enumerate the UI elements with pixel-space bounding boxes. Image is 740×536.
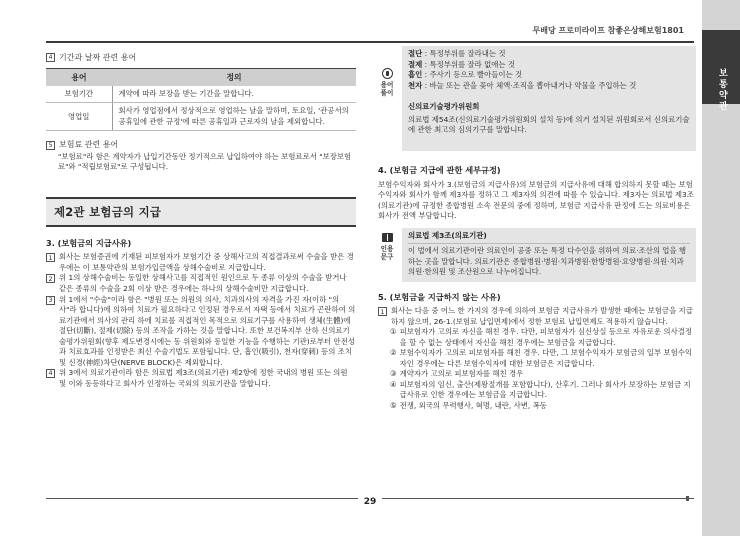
sub-item-mark: ② <box>390 348 397 358</box>
footer-mark <box>686 496 689 501</box>
definition-term: 절제 <box>408 59 423 69</box>
section-number-box: 5 <box>46 141 55 150</box>
item-text: 회사는 보험증권에 기재된 피보험자가 보험기간 중 상해사고의 직접결과로써 수술을 받은 경우에는 이 보통약관의 보험가입금액을 상해수술비로 지급합니다. <box>59 252 354 272</box>
item-text: 위 1에서 "수술"이라 함은 "병원 또는 의원의 의사, 치과의사의 자격을 가진 자(이하 "의사"라 합니다)에 의하여 치료가 필요하다고 인정된 경우로서 자택 등에서 치료가 곤란하여 의료기관에서 의사의 관리 하에 치료를 직접적인 목적으로 의료기구를 사용하여 생체(生體)에 절단(切斷), 절제(切除) 등의 조작을 가하는 것을 말합니다. 또한 보건복지부 산하 신의료기술평가위원회(향후 제도변경시에는 동 위원회와 동일한 기능을 수행하는 기관)로부터 안전성과 치료효과를 인정받은 최신 수술기법도 포함됩니다. 단, 흡인(吸引), 천자(穿刺) 등의 조치 및 신경(神經)차단(NERVE BLOCK)은 제외합니다. <box>59 294 356 367</box>
col-header-def: 정의 <box>112 69 356 86</box>
sub-item-text: 피보험자가 고의로 자신을 해친 경우. 다만, 피보험자가 심신상실 등으로 자유로운 의사결정을 할 수 없는 상태에서 자신을 해친 경우에는 보험금을 지급합니다. <box>399 327 692 347</box>
quote-text: 이 법에서 의료기관이란 의료인이 공중 또는 특정 다수인을 위하여 의료·조산의 업을 행하는 곳을 말합니다. 의료기관은 종합병원·병원·치과병원·한방병원·요양병원·의원·치과의원·한의원 및 조산원으로 나누어집니다. <box>408 246 687 277</box>
definition-sub-text: 의료법 제54조(신의료기술평가위원회의 설치 등)에 의거 설치된 위원회로서 신의료기술에 관한 최고의 심의기구를 말합니다. <box>408 114 690 135</box>
quote-title: 의료법 제3조(의료기관) <box>408 230 487 240</box>
sub-item <box>390 380 696 401</box>
definition-line <box>408 49 690 60</box>
page-header <box>0 0 740 44</box>
list-item <box>46 273 356 294</box>
article-3-heading: 3. (보험금의 지급사유) <box>46 237 132 248</box>
left-column <box>46 52 356 389</box>
def-cell: 회사가 영업점에서 정상적으로 영업하는 날을 말하며, 토요일, '관공서의 공휴일에 관한 규정'에 따른 공휴일과 근로자의 날을 제외합니다. <box>112 103 356 131</box>
definition-icon <box>378 68 396 97</box>
sub-item-list <box>378 327 696 411</box>
item-number-box: 3 <box>46 296 55 305</box>
item-text: 위 3에서 의료기관이라 함은 의료법 제3조(의료기관) 제2항에 정한 국내의 병원 또는 의원 및 이와 동등하다고 회사가 인정하는 국외의 의료기관을 말합니다. <box>59 368 348 388</box>
article-4-text: 보험수익자와 회사가 3.(보험금의 지급사유)의 보험금의 지급사유에 대해 합의하지 못할 때는 보험수익자와 회사가 함께 제3자를 정하고 그 제3자의 의견에 따를 수 있습니다. 제3자는 의료법 제3조(의료기관)에 규정한 종합병원 소속 전문의 중에 정하며, 보험금 지급사유 판정에 드는 의료비용은 회사가 전액 부담합니다. <box>378 179 694 221</box>
definition-panel <box>402 46 696 151</box>
side-tab-bar <box>702 0 740 536</box>
list-item <box>46 295 356 369</box>
def-cell: 계약에 따라 보장을 받는 기간을 말합니다. <box>112 86 356 103</box>
quote-divider <box>408 243 690 244</box>
item-number-box: 4 <box>46 369 55 378</box>
item-number-box: 1 <box>378 307 387 316</box>
list-item <box>46 368 356 389</box>
premium-section-title: 보험료 관련 용어 <box>59 140 119 150</box>
definition-line <box>408 60 690 71</box>
article-4-heading: 4. (보험금 지급에 관한 세부규정) <box>378 165 501 175</box>
table-header-row <box>46 69 356 86</box>
list-item <box>378 306 696 327</box>
sub-item <box>390 348 696 369</box>
definition-term: 천자 <box>408 80 423 90</box>
chapter-title: 제2관 보험금의 지급 <box>46 197 356 227</box>
definition-text: : 특정부위를 잘라 없애는 것 <box>422 59 516 69</box>
book-icon <box>382 233 393 242</box>
table-row <box>46 86 356 103</box>
table-row <box>46 103 356 131</box>
quote-icon-label: 인용문구 <box>380 244 394 261</box>
sub-item <box>390 401 696 412</box>
sub-item-text: 계약자가 고의로 피보험자를 해친 경우 <box>399 369 524 379</box>
right-column <box>378 46 696 412</box>
sub-item-mark: ① <box>390 327 397 337</box>
info-circle-icon <box>382 68 393 79</box>
sub-item-text: 전쟁, 외국의 무력행사, 혁명, 내란, 사변, 폭동 <box>399 400 547 410</box>
definition-line <box>408 70 690 81</box>
sub-item-mark: ④ <box>390 379 397 389</box>
side-tab-label: 보통약관 <box>716 68 727 112</box>
terms-table <box>46 68 356 131</box>
header-title: 무배당 프로미라이프 참좋은상해보험1801 <box>532 26 684 35</box>
definition-line <box>408 81 690 92</box>
item-text: 회사는 다음 중 어느 한 가지의 경우에 의하여 보험금 지급사유가 발생한 때에는 보험금을 지급하지 않으며, 26-1.(보험료 납입면제)에서 정한 보험료 납입면제도 적용하지 않습니다. <box>391 306 693 326</box>
sub-item <box>390 327 696 348</box>
premium-section-heading <box>46 139 356 150</box>
term-section-title: 기간과 날짜 관련 용어 <box>59 53 137 62</box>
definition-box <box>378 46 696 151</box>
definition-text: : 바늘 또는 관을 꽂아 체액·조직을 뽑아내거나 약물을 주입하는 것 <box>422 80 637 90</box>
definition-text: : 특정부위를 잘라내는 것 <box>422 49 506 58</box>
article-5-heading: 5. (보험금을 지급하지 않는 사유) <box>378 291 501 302</box>
section-number-box: 4 <box>46 53 55 62</box>
definition-icon-label: 용어풀이 <box>380 81 394 98</box>
sub-item <box>390 369 696 380</box>
quote-panel <box>402 228 696 282</box>
item-number-box: 1 <box>46 253 55 262</box>
definition-term: 흡인 <box>408 70 423 80</box>
term-cell: 영업일 <box>46 103 112 131</box>
quote-icon <box>378 233 396 261</box>
item-text: 위 1의 상해수술비는 동일한 상해사고를 직접적인 원인으로 두 종류 이상의 수술을 받거나 같은 종류의 수술을 2회 이상 받은 경우에는 하나의 상해수술비만 지급합니다. <box>59 273 347 293</box>
term-section-heading <box>46 52 356 63</box>
sub-item-text: 피보험자의 임신, 출산(제왕절개를 포함합니다), 산후기. 그러나 회사가 보장하는 보험금 지급사유로 인한 경우에는 보험금을 지급합니다. <box>399 379 691 400</box>
sub-item-mark: ③ <box>390 369 397 379</box>
sub-item-text: 보험수익자가 고의로 피보험자를 해친 경우. 다만, 그 보험수익자가 보험금의 일부 보험수익자인 경우에는 다른 보험수익자에 대한 보험금은 지급합니다. <box>399 348 692 368</box>
col-header-term: 용어 <box>46 69 112 86</box>
list-item <box>46 252 356 273</box>
side-tab-active[interactable] <box>702 30 740 112</box>
page-number: 29 <box>358 496 382 510</box>
header-rule <box>46 41 694 43</box>
definition-text: : 주사기 등으로 빨아들이는 것 <box>422 70 523 80</box>
premium-section-text: "보험료"라 함은 계약자가 납입기간동안 정기적으로 납입하여야 하는 보험료로서 "보장보험료"와 "적립보험료"로 구성됩니다. <box>58 151 352 172</box>
sub-item-mark: ⑤ <box>390 400 397 410</box>
definition-term: 절단 <box>408 49 423 58</box>
item-number-box: 2 <box>46 274 55 283</box>
definition-sub-title: 신의료기술평가위원회 <box>408 102 480 112</box>
term-cell: 보험기간 <box>46 86 112 103</box>
